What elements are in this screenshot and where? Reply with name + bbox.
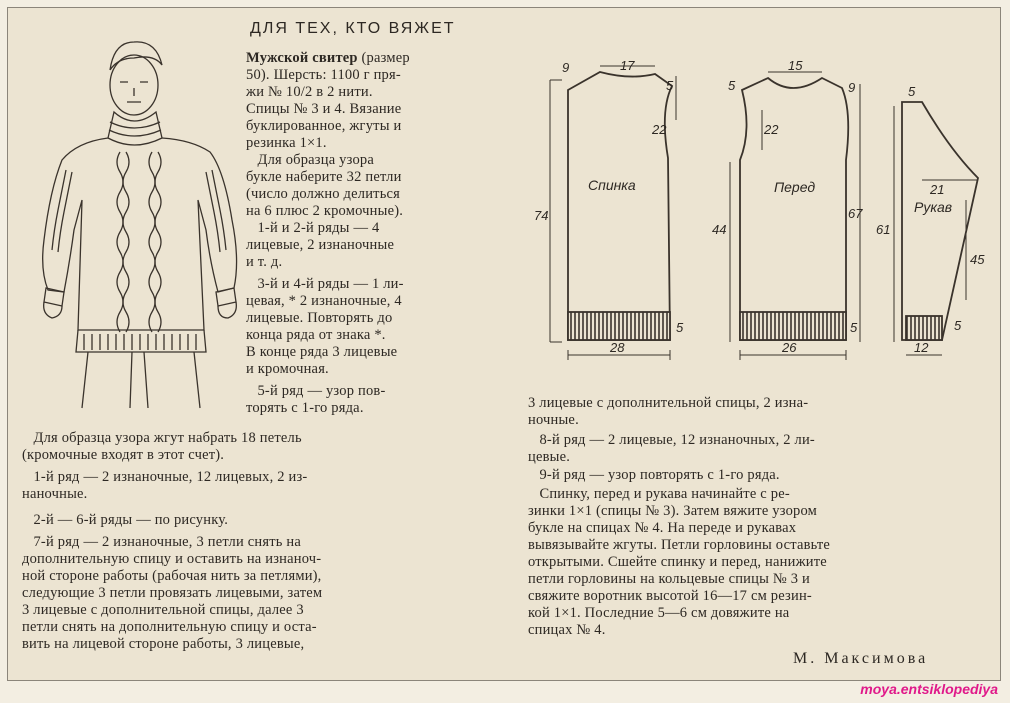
front-neck: 15 [788, 58, 803, 73]
front-height: 67 [848, 206, 863, 221]
back-width: 28 [610, 340, 625, 355]
back-rib [568, 312, 670, 340]
back-rib-height: 5 [676, 320, 684, 335]
front-rib-height: 5 [850, 320, 858, 335]
sleeve-outline [902, 102, 978, 340]
back-height: 74 [534, 208, 549, 223]
sleeve-width: 21 [930, 182, 945, 197]
pattern-line: ной стороне работы (рабочая нить за петлями), [22, 568, 322, 584]
intro-line: 50). Шерсть: 1100 г пря- [246, 67, 401, 83]
sleeve-cuff: 12 [914, 340, 929, 355]
sweater-illustration [22, 30, 242, 410]
pattern-line: петли горловины на кольцевые спицы № 3 и [528, 571, 810, 587]
sleeve-label: Рукав [914, 199, 953, 215]
intro-line: буклированное, жгуты и [246, 118, 402, 134]
pattern-line: наночные. [22, 486, 88, 502]
pattern-line: ночные. [528, 412, 579, 428]
pattern-line: вить на лицевой стороне работы, 3 лицевые, [22, 636, 305, 652]
pattern-line: следующие 3 петли провязать лицевыми, затем [22, 585, 323, 601]
intro-line: и кромочная. [246, 361, 329, 377]
pattern-line: кой 1×1. Последние 5—6 см довяжите на [528, 605, 790, 621]
pattern-line: вывязывайте жгуты. Петли горловины оставьте [528, 537, 831, 553]
pattern-line: цевые. [528, 449, 571, 465]
back-neck: 17 [620, 58, 635, 73]
pattern-line: 9-й ряд — узор повторять с 1-го ряда. [528, 467, 780, 483]
front-shoulder: 5 [728, 78, 736, 93]
front-neck-depth: 22 [764, 122, 779, 137]
intro-line: 1-й и 2-й ряды — 4 [246, 220, 380, 236]
pattern-line: (кромочные входят в этот счет). [22, 447, 225, 463]
intro-line: букле наберите 32 петли [246, 169, 402, 185]
front-width: 26 [782, 340, 797, 355]
intro-line: конца ряда от знака *. [246, 327, 386, 343]
intro-line: лицевые, 2 изнаночные [246, 237, 395, 253]
sleeve-height: 61 [876, 222, 891, 237]
intro-line: 3-й и 4-й ряды — 1 ли- [246, 276, 404, 292]
intro-line: и т. д. [246, 254, 283, 270]
author-signature: М. Максимова [793, 650, 929, 667]
site-watermark: moya.entsiklopediya [860, 681, 998, 697]
sleeve-rib-height: 5 [954, 318, 962, 333]
back-label: Спинка [588, 177, 636, 193]
pattern-line: Для образца узора жгут набрать 18 петель [22, 430, 302, 446]
pattern-line: букле на спицах № 4. На переде и рукавах [528, 520, 797, 536]
sleeve-rib [906, 316, 942, 340]
intro-line: резинка 1×1. [246, 135, 327, 151]
intro-line: Для образца узора [246, 152, 374, 168]
back-top-left: 9 [562, 60, 570, 75]
pattern-line: 2-й — 6-й ряды — по рисунку. [22, 512, 229, 528]
pattern-line: Спинку, перед и рукава начинайте с ре- [528, 486, 790, 502]
front-top-right: 9 [848, 80, 856, 95]
intro-line: В конце ряда 3 лицевые [246, 344, 398, 360]
pattern-line: открытыми. Сшейте спинку и перед, нанижите [528, 554, 827, 570]
intro-text [246, 50, 410, 67]
sleeve-side: 45 [970, 252, 985, 267]
pattern-line: 1-й ряд — 2 изнаночные, 12 лицевых, 2 из- [22, 469, 308, 485]
intro-line: Спицы № 3 и 4. Вязание [246, 101, 402, 117]
intro-line: 5-й ряд — узор пов- [246, 383, 386, 399]
intro-line: (число должно делиться [246, 186, 401, 202]
front-outline [740, 78, 848, 340]
back-armhole: 22 [652, 122, 667, 137]
intro-title: Мужской свитер [246, 50, 358, 66]
front-rib [740, 312, 846, 340]
back-shoulder: 5 [666, 78, 674, 93]
pattern-diagram [530, 50, 1000, 370]
section-heading: ДЛЯ ТЕХ, КТО ВЯЖЕТ [250, 20, 456, 37]
pattern-line: зинки 1×1 (спицы № 3). Затем вяжите узором [528, 503, 818, 519]
pattern-line: дополнительную спицу и оставить на изнаноч- [22, 551, 322, 567]
front-label: Перед [774, 179, 816, 195]
pattern-line: петли снять на дополнительную спицу и оста- [22, 619, 317, 635]
pattern-line: свяжите воротник высотой 16—17 см резин- [528, 588, 812, 604]
intro-line: (размер [357, 50, 410, 66]
intro-line: цевая, * 2 изнаночные, 4 [246, 293, 402, 309]
intro-line: торять с 1-го ряда. [246, 400, 364, 416]
back-outline [568, 72, 672, 340]
pattern-line: 3 лицевые с дополнительной спицы, 2 изна- [528, 395, 809, 411]
front-side: 44 [712, 222, 727, 237]
intro-line: лицевые. Повторять до [246, 310, 393, 326]
pattern-line: 8-й ряд — 2 лицевые, 12 изнаночных, 2 ли- [528, 432, 815, 448]
intro-line: жи № 10/2 в 2 нити. [246, 84, 373, 100]
pattern-line: спицах № 4. [528, 622, 606, 638]
pattern-line: 7-й ряд — 2 изнаночные, 3 петли снять на [22, 534, 301, 550]
sleeve-top: 5 [908, 84, 916, 99]
intro-line: на 6 плюс 2 кромочные). [246, 203, 404, 219]
pattern-line: 3 лицевые с дополнительной спицы, далее 3 [22, 602, 304, 618]
